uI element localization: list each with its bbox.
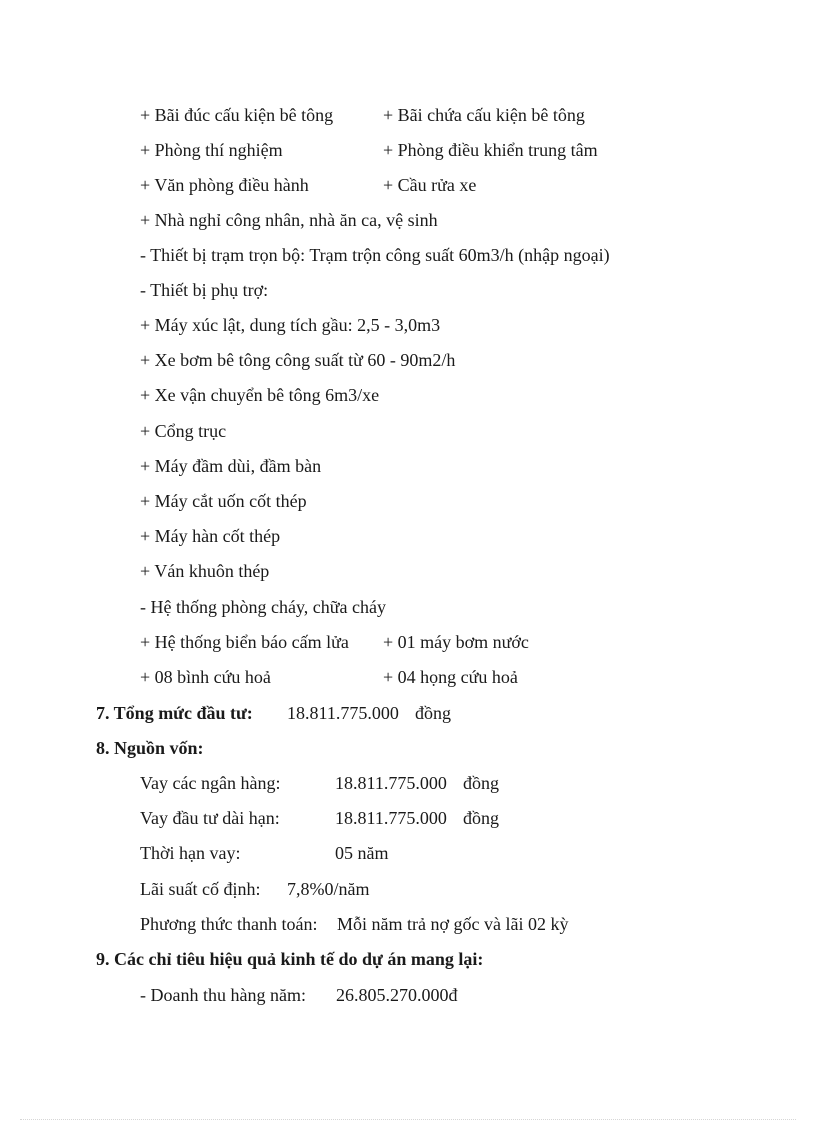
long-term-loan-value: 18.811.775.000 — [335, 808, 447, 828]
fire-item-right: + 04 họng cứu hoả — [383, 667, 518, 687]
investment-label: 7. Tổng mức đầu tư: — [96, 703, 253, 723]
annual-revenue-row — [140, 984, 700, 1006]
bank-loan-row — [140, 772, 700, 794]
facility-right: + Phòng điều khiển trung tâm — [383, 140, 598, 160]
aux-item: + Máy cắt uốn cốt thép — [140, 491, 307, 511]
facility-right: + Cầu rửa xe — [383, 175, 477, 195]
facility-left: + Văn phòng điều hành — [140, 175, 309, 195]
bank-loan-unit: đồng — [463, 773, 499, 793]
fire-row — [140, 666, 760, 688]
facility-right: + Bãi chứa cấu kiện bê tông — [383, 105, 585, 125]
aux-item: + Máy xúc lật, dung tích gầu: 2,5 - 3,0m3 — [140, 315, 441, 335]
facility-row — [140, 139, 760, 161]
fire-safety-heading: - Hệ thống phòng cháy, chữa cháy — [140, 597, 387, 617]
facility-left: + Phòng thí nghiệm — [140, 140, 283, 160]
loan-term-value: 05 năm — [335, 843, 389, 863]
investment-row — [96, 702, 716, 724]
facility-left: + Bãi đúc cấu kiện bê tông — [140, 105, 334, 125]
fire-item-left: + Hệ thống biển báo cấm lửa — [140, 632, 349, 652]
facility-row — [140, 104, 760, 126]
payment-method-value: Mỗi năm trả nợ gốc và lãi 02 kỳ — [337, 914, 569, 934]
payment-method-label: Phương thức thanh toán: — [140, 914, 318, 934]
annual-revenue-value: 26.805.270.000đ — [336, 985, 458, 1005]
mixing-station-item: - Thiết bị trạm trọn bộ: Trạm trộn công suất 60m3/h (nhập ngoại) — [140, 245, 610, 265]
aux-item: + Máy đầm dùi, đầm bàn — [140, 456, 322, 476]
indicators-heading: 9. Các chỉ tiêu hiệu quả kinh tế do dự án mang lại: — [96, 949, 484, 969]
interest-rate-row — [140, 878, 700, 900]
loan-term-row — [140, 842, 700, 864]
investment-value: 18.811.775.000 — [287, 703, 399, 723]
aux-item: + Máy hàn cốt thép — [140, 526, 281, 546]
long-term-loan-label: Vay đầu tư dài hạn: — [140, 808, 280, 828]
capital-heading: 8. Nguồn vốn: — [96, 738, 204, 758]
annual-revenue-label: - Doanh thu hàng năm: — [140, 985, 306, 1005]
fire-item-right: + 01 máy bơm nước — [383, 632, 529, 652]
payment-method-row — [140, 913, 740, 935]
long-term-loan-unit: đồng — [463, 808, 499, 828]
aux-item: + Xe vận chuyển bê tông 6m3/xe — [140, 385, 380, 405]
fire-row — [140, 631, 760, 653]
bank-loan-value: 18.811.775.000 — [335, 773, 447, 793]
aux-item: + Xe bơm bê tông công suất từ 60 - 90m2/h — [140, 350, 456, 370]
aux-item: + Ván khuôn thép — [140, 561, 270, 581]
rest-area-item: + Nhà nghỉ công nhân, nhà ăn ca, vệ sinh — [140, 210, 438, 230]
aux-equipment-heading: - Thiết bị phụ trợ: — [140, 280, 269, 300]
interest-rate-label: Lãi suất cố định: — [140, 879, 261, 899]
facility-row — [140, 174, 760, 196]
loan-term-label: Thời hạn vay: — [140, 843, 241, 863]
page-edge-divider — [20, 1119, 796, 1120]
long-term-loan-row — [140, 807, 700, 829]
interest-rate-value: 7,8%0/năm — [287, 879, 370, 899]
investment-unit: đồng — [415, 703, 451, 723]
fire-item-left: + 08 bình cứu hoả — [140, 667, 271, 687]
bank-loan-label: Vay các ngân hàng: — [140, 773, 281, 793]
aux-item: + Cổng trục — [140, 421, 227, 441]
